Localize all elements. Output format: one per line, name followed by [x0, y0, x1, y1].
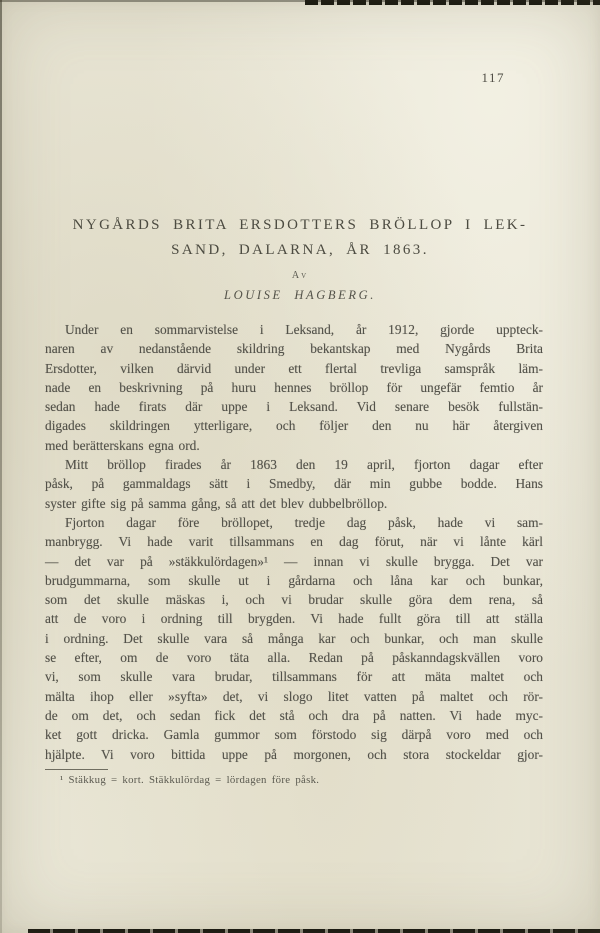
- text-line: Mitt bröllop firades år 1863 den 19 april, fjorton dagar efter: [65, 457, 543, 473]
- text-line: hjälpte. Vi voro bittida uppe på morgonen, och stora stockeldar gjor-: [45, 746, 543, 762]
- text-line: sedan hade firats där uppe i Leksand. Vid senare besök fullstän-: [45, 399, 543, 415]
- text-line: digades skildringen ytterligare, och följer den nu här återgiven: [45, 418, 543, 434]
- scan-edge-bottom: [28, 929, 600, 933]
- text-line: brudgummarna, som skulle ut i gårdarna och låna kar och bunkar,: [45, 572, 543, 588]
- text-line: Ersdotter, vilken därvid under ett flertal trevliga samspråk läm-: [45, 360, 543, 376]
- text-line: se efter, om de voro täta alla. Redan på påskanndagskvällen voro: [45, 650, 543, 666]
- text-line: nade en beskrivning på huru hennes bröllop för ungefär femtio år: [45, 379, 543, 395]
- text-line: — det var på »stäkkulördagen»¹ — innan vi skulle brygga. Det var: [45, 553, 543, 569]
- article-title-line2: SAND, DALARNA, ÅR 1863.: [171, 242, 429, 258]
- text-line: i ordning. Det skulle vara så många kar och bunkar, och man skulle: [45, 630, 543, 646]
- byline-prefix: Av: [291, 270, 309, 281]
- text-line: att de voro i ordning till brygden. Vi hade fullt göra till att ställa: [45, 611, 543, 627]
- author-name: LOUISE HAGBERG.: [224, 288, 376, 302]
- body-text: [45, 320, 543, 764]
- text-line: påsk, på gammaldags sätt i Smedby, där min gubbe bodde. Hans: [45, 476, 543, 492]
- page-number: 117: [481, 70, 505, 85]
- text-line: syster gifte sig på samma gång, så att det blev dubbelbröllop.: [45, 495, 388, 511]
- scan-edge-left: [0, 0, 2, 933]
- scan-edge-top-dashes: [305, 0, 600, 5]
- text-line: Under en sommarvistelse i Leksand, år 1912, gjorde uppteck-: [65, 322, 543, 337]
- text-line: vi, som skulle vara brudar, tillsammans för att mäta maltet och: [45, 669, 543, 685]
- text-line: manbrygg. Vi hade varit tillsammans en dag förut, när vi lånte kärl: [45, 534, 543, 550]
- text-line: som det skulle mäskas i, och vi brudar skulle göra dem rena, så: [45, 592, 543, 608]
- text-line: med berätterskans egna ord.: [45, 437, 200, 453]
- text-line: naren av nedanstående skildring bekantskap med Nygårds Brita: [45, 341, 543, 357]
- text-line: mälta ihop eller »syfta» det, vi slogo litet vatten på maltet och rör-: [45, 688, 543, 704]
- article-title: [28, 213, 572, 263]
- text-line: ket gott dricka. Gamla gummor som förstodo sig därpå voro med och: [45, 727, 543, 743]
- footnote-text: ¹ Stäkkug = kort. Stäkkulördag = lördagen före påsk.: [60, 774, 320, 786]
- text-line: de om det, och sedan fick det stå och dra på natten. Vi hade myc-: [45, 707, 543, 723]
- text-line: Fjorton dagar före bröllopet, tredje dag påsk, hade vi sam-: [65, 514, 543, 530]
- article-title-line1: NYGÅRDS BRITA ERSDOTTERS BRÖLLOP I LEK-: [72, 217, 528, 233]
- footnote-rule: [45, 769, 108, 770]
